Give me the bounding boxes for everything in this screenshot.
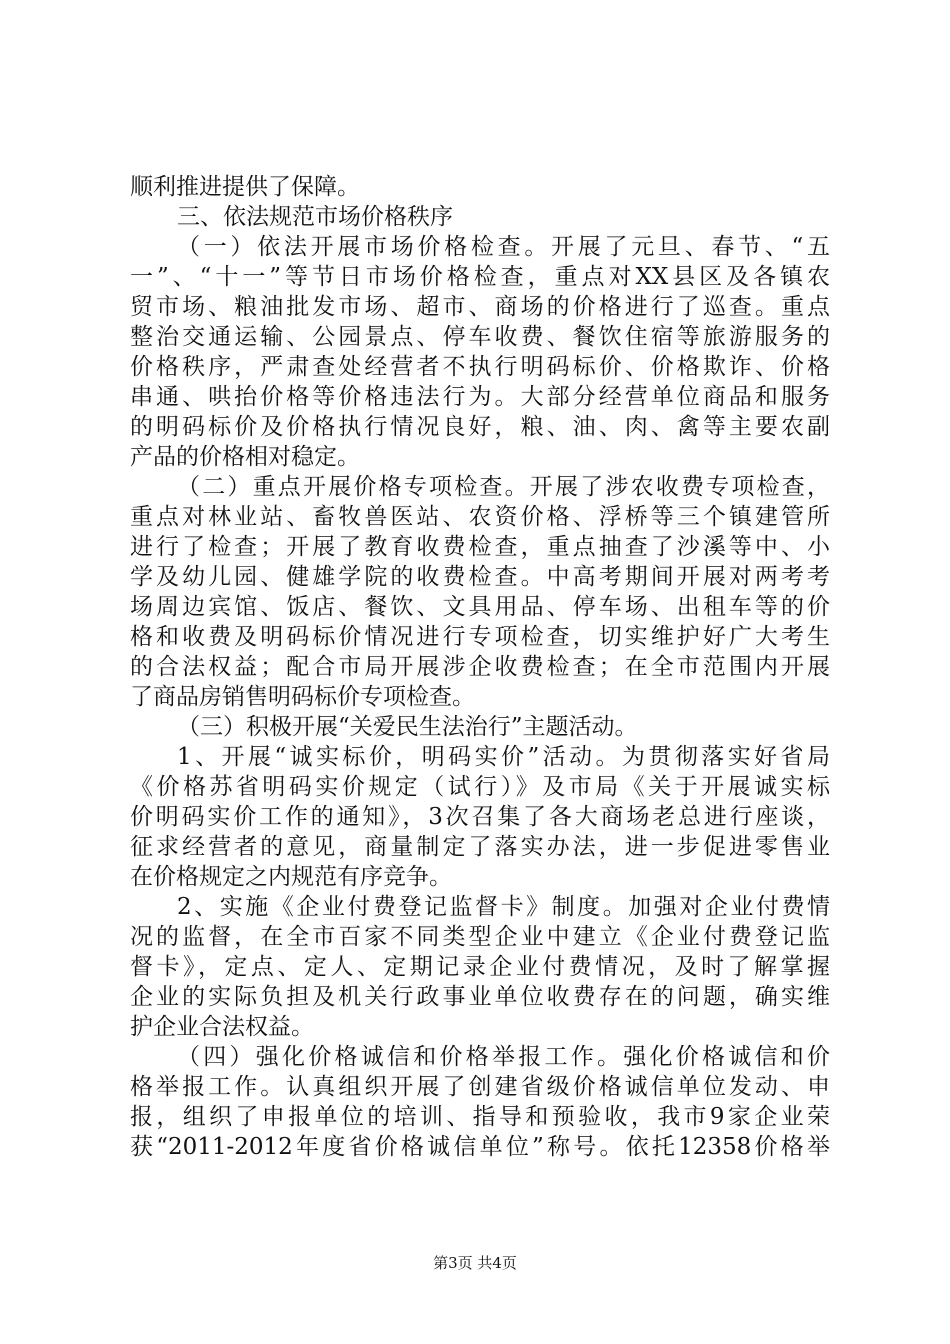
text-line: 顺利推进提供了保障。 — [130, 174, 360, 200]
text-line: （二）重点开展价格专项检查。开展了涉农收费专项检查， — [177, 474, 830, 500]
text-line: 了商品房销售明码标价专项检查。 — [130, 684, 475, 710]
page-footer: 第3页 共4页 — [433, 1254, 517, 1272]
text-line: （三）积极开展“关爱民生法治行”主题活动。 — [177, 714, 638, 740]
text-line: 学及幼儿园、健雄学院的收费检查。中高考期间开展对两考考 — [130, 564, 830, 590]
text-line: 价格秩序，严肃查处经营者不执行明码标价、价格欺诈、价格 — [130, 354, 830, 380]
text-line: 况的监督，在全市百家不同类型企业中建立《企业付费登记监 — [130, 924, 830, 950]
text-line: 的明码标价及价格执行情况良好，粮、油、肉、禽等主要农副 — [130, 414, 830, 440]
text-line: 格和收费及明码标价情况进行专项检查，切实维护好广大考生 — [130, 624, 830, 650]
text-line: 护企业合法权益。 — [130, 1014, 314, 1040]
text-line: 征求经营者的意见，商量制定了落实办法，进一步促进零售业 — [130, 834, 830, 860]
text-line: 价明码实价工作的通知》，3次召集了各大商场老总进行座谈， — [130, 804, 830, 830]
text-line: 的合法权益；配合市局开展涉企收费检查；在全市范围内开展 — [130, 654, 830, 680]
document-body — [130, 172, 830, 1162]
text-line: 产品的价格相对稳定。 — [130, 444, 360, 470]
text-line: 在价格规定之内规范有序竞争。 — [130, 864, 452, 890]
text-line: 《价格苏省明码实价规定（试行）》及市局《关于开展诚实标 — [130, 774, 830, 800]
text-line: 一”、“十一”等节日市场价格检查，重点对XX县区及各镇农 — [130, 264, 830, 290]
text-line: （四）强化价格诚信和价格举报工作。强化价格诚信和价 — [177, 1044, 830, 1070]
text-line: 督卡》，定点、定人、定期记录企业付费情况，及时了解掌握 — [130, 954, 830, 980]
text-line: 报，组织了申报单位的培训、指导和预验收，我市9家企业荣 — [130, 1104, 830, 1130]
text-line: 场周边宾馆、饭店、餐饮、文具用品、停车场、出租车等的价 — [130, 594, 830, 620]
text-line: 进行了检查；开展了教育收费检查，重点抽查了沙溪等中、小 — [130, 534, 830, 560]
text-line: 三、依法规范市场价格秩序 — [177, 204, 453, 230]
text-line: （一）依法开展市场价格检查。开展了元旦、春节、“五 — [177, 234, 830, 260]
text-line: 2、实施《企业付费登记监督卡》制度。加强对企业付费情 — [177, 894, 830, 920]
text-line: 企业的实际负担及机关行政事业单位收费存在的问题，确实维 — [130, 984, 830, 1010]
text-line: 串通、哄抬价格等价格违法行为。大部分经营单位商品和服务 — [130, 384, 830, 410]
text-line: 重点对林业站、畜牧兽医站、农资价格、浮桥等三个镇建管所 — [130, 504, 830, 530]
text-line: 贸市场、粮油批发市场、超市、商场的价格进行了巡查。重点 — [130, 294, 830, 320]
text-line: 1、开展“诚实标价，明码实价”活动。为贯彻落实好省局 — [177, 744, 830, 770]
text-line: 获“2011-2012年度省价格诚信单位”称号。依托12358价格举 — [130, 1134, 830, 1160]
text-line: 整治交通运输、公园景点、停车收费、餐饮住宿等旅游服务的 — [130, 324, 830, 350]
text-line: 格举报工作。认真组织开展了创建省级价格诚信单位发动、申 — [130, 1074, 830, 1100]
